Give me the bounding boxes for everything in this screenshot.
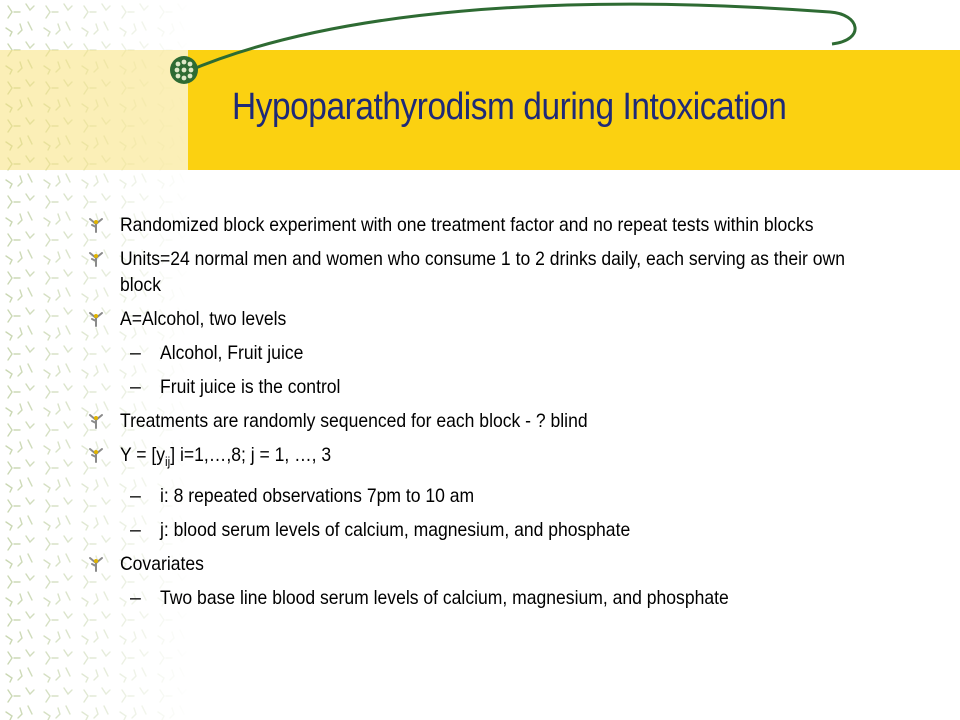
item-text: j: blood serum levels of calcium, magnesium, and phosphate bbox=[160, 519, 631, 541]
item-text: A=Alcohol, two levels bbox=[120, 308, 287, 330]
list-item bbox=[82, 212, 942, 238]
item-text: Covariates bbox=[120, 553, 204, 575]
formula-subscript: ij bbox=[165, 454, 171, 469]
sub-list-item bbox=[82, 483, 942, 509]
dash-marker: – bbox=[130, 587, 141, 609]
item-text: i: 8 repeated observations 7pm to 10 am bbox=[160, 485, 475, 507]
item-text-formula bbox=[120, 442, 331, 475]
item-text: Alcohol, Fruit juice bbox=[160, 342, 304, 364]
sprout-bullet-icon bbox=[86, 308, 106, 328]
item-text: Fruit juice is the control bbox=[160, 376, 341, 398]
sprout-bullet-icon bbox=[86, 410, 106, 430]
bead-icon bbox=[168, 54, 200, 86]
list-item bbox=[82, 408, 942, 434]
item-text: Units=24 normal men and women who consume 1 to 2 drinks daily, each serving as their own block bbox=[120, 248, 845, 296]
sprout-bullet-icon bbox=[86, 214, 106, 234]
dash-marker: – bbox=[130, 519, 141, 541]
sprout-bullet-icon bbox=[86, 444, 106, 464]
item-text: Treatments are randomly sequenced for each block - ? blind bbox=[120, 410, 588, 432]
item-text: Two base line blood serum levels of calcium, magnesium, and phosphate bbox=[160, 587, 729, 609]
item-text: Randomized block experiment with one treatment factor and no repeat tests within blocks bbox=[120, 214, 814, 236]
sub-list-item bbox=[82, 585, 942, 611]
sprout-bullet-icon bbox=[86, 553, 106, 573]
dash-marker: – bbox=[130, 485, 141, 507]
dash-marker: – bbox=[130, 376, 141, 398]
sub-list-item bbox=[82, 374, 942, 400]
list-item bbox=[82, 551, 942, 577]
dash-marker: – bbox=[130, 342, 141, 364]
formula-part: ] i=1,…,8; j = 1, …, 3 bbox=[170, 444, 332, 466]
slide-title: Hypoparathyrodism during Intoxication bbox=[232, 86, 787, 128]
sub-list-item bbox=[82, 517, 942, 543]
list-item bbox=[82, 246, 942, 298]
list-item bbox=[82, 306, 942, 332]
bullet-list bbox=[82, 212, 942, 619]
sprout-bullet-icon bbox=[86, 248, 106, 268]
list-item bbox=[82, 442, 942, 475]
sub-list-item bbox=[82, 340, 942, 366]
formula-part: Y = [y bbox=[120, 444, 166, 466]
